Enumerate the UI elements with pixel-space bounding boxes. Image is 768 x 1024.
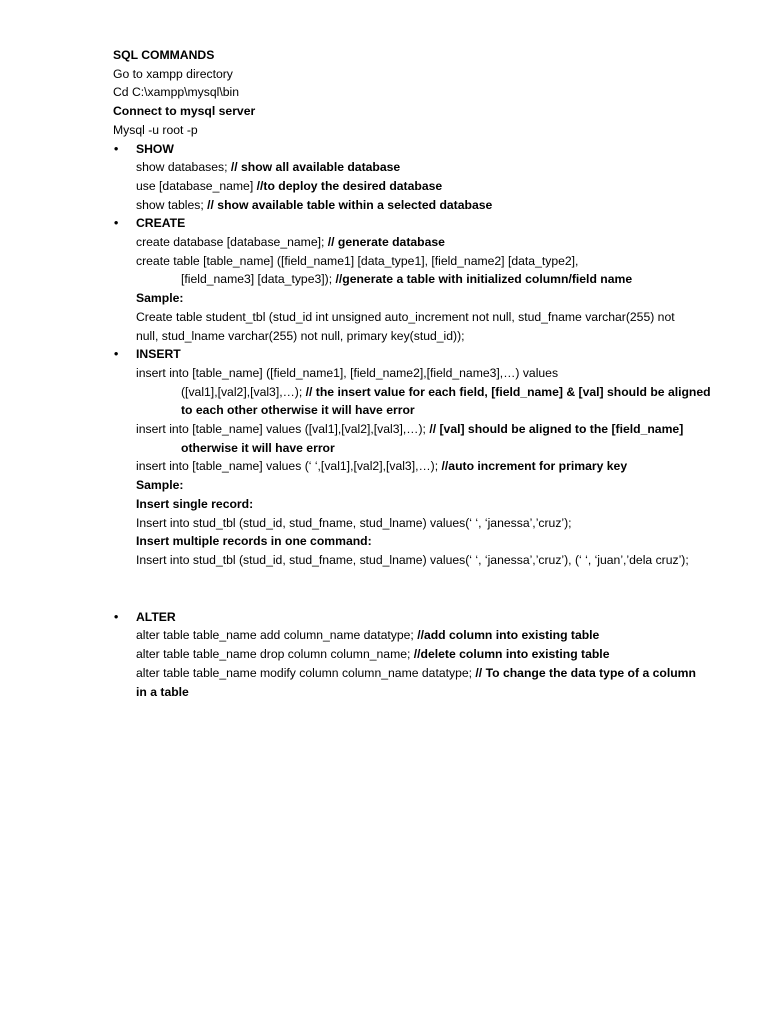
command-comment: //add column into existing table (417, 628, 600, 643)
section-heading-insert: • INSERT (113, 345, 728, 364)
doc-title: SQL COMMANDS (113, 48, 215, 62)
show-line (113, 196, 728, 215)
command-text: alter table table_name add column_name datatype; (136, 628, 418, 643)
show-line (113, 177, 728, 196)
alter-line (113, 626, 728, 645)
intro-line: Go to xampp directory (113, 66, 233, 81)
section-heading-create: • CREATE (113, 214, 728, 233)
create-line (113, 270, 728, 289)
command-comment: // show available table within a selected database (207, 197, 493, 212)
create-sample-line: null, stud_lname varchar(255) not null, primary key(stud_id)); (136, 328, 465, 343)
section-heading-alter: • ALTER (113, 608, 728, 627)
command-comment: //delete column into existing table (413, 647, 610, 662)
command-text: alter table table_name drop column column_name; (136, 647, 414, 662)
command-text: ([val1],[val2],[val3],…); (181, 384, 306, 399)
spacer (113, 570, 728, 608)
create-sample-line: Create table student_tbl (stud_id int unsigned auto_increment not null, stud_fname varchar(255) not (136, 309, 675, 324)
command-text: show databases; (136, 160, 231, 175)
intro-heading: Connect to mysql server (113, 104, 256, 119)
command-comment: //to deploy the desired database (256, 178, 443, 193)
command-text: insert into [table_name] values ([val1],[val2],[val3],…); (136, 422, 430, 437)
alter-line: in a table (136, 684, 189, 699)
create-sample-label: Sample: (136, 291, 184, 306)
insert-sample-label: Sample: (136, 478, 184, 493)
insert-line (113, 383, 728, 402)
insert-single-label: Insert single record: (136, 496, 254, 511)
insert-line (113, 457, 728, 476)
command-comment: // show all available database (230, 160, 401, 175)
alter-line (113, 664, 728, 683)
insert-single-command: Insert into stud_tbl (stud_id, stud_fname, stud_lname) values(‘ ‘, ‘janessa’,’cruz’); (136, 515, 572, 530)
command-text: show tables; (136, 197, 208, 212)
command-comment: // [val] should be aligned to the [field_name] (429, 422, 684, 437)
command-comment: // To change the data type of a column (475, 665, 696, 680)
alter-line (113, 645, 728, 664)
command-comment: // generate database (327, 235, 445, 250)
create-line (113, 233, 728, 252)
create-line: create table [table_name] ([field_name1] [data_type1], [field_name2] [data_type2], (136, 253, 579, 268)
section-heading-show: • SHOW (113, 140, 728, 159)
command-text: alter table table_name modify column column_name datatype; (136, 665, 476, 680)
insert-line: insert into [table_name] ([field_name1], [field_name2],[field_name3],…) values (136, 365, 559, 380)
command-text: use [database_name] (136, 178, 257, 193)
command-text: [field_name3] [data_type3]); (181, 272, 336, 287)
document-body (113, 46, 728, 701)
command-comment: //auto increment for primary key (441, 459, 628, 474)
command-comment: // the insert value for each field, [field_name] & [val] should be aligned (305, 384, 711, 399)
insert-line (113, 420, 728, 439)
insert-line: otherwise it will have error (181, 440, 335, 455)
intro-line: Cd C:\xampp\mysql\bin (113, 85, 239, 100)
insert-multi-command: Insert into stud_tbl (stud_id, stud_fname, stud_lname) values(‘ ‘, ‘janessa’,’cruz’), (‘ ‘, ‘juan’,’dela cruz’); (136, 552, 689, 567)
command-text: insert into [table_name] values (‘ ‘,[val1],[val2],[val3],…); (136, 459, 442, 474)
intro-line: Mysql -u root -p (113, 122, 198, 137)
show-line (113, 158, 728, 177)
command-comment: //generate a table with initialized column/field name (335, 272, 633, 287)
insert-multi-label: Insert multiple records in one command: (136, 534, 372, 549)
insert-line: to each other otherwise it will have error (181, 403, 415, 418)
command-text: create database [database_name]; (136, 235, 328, 250)
